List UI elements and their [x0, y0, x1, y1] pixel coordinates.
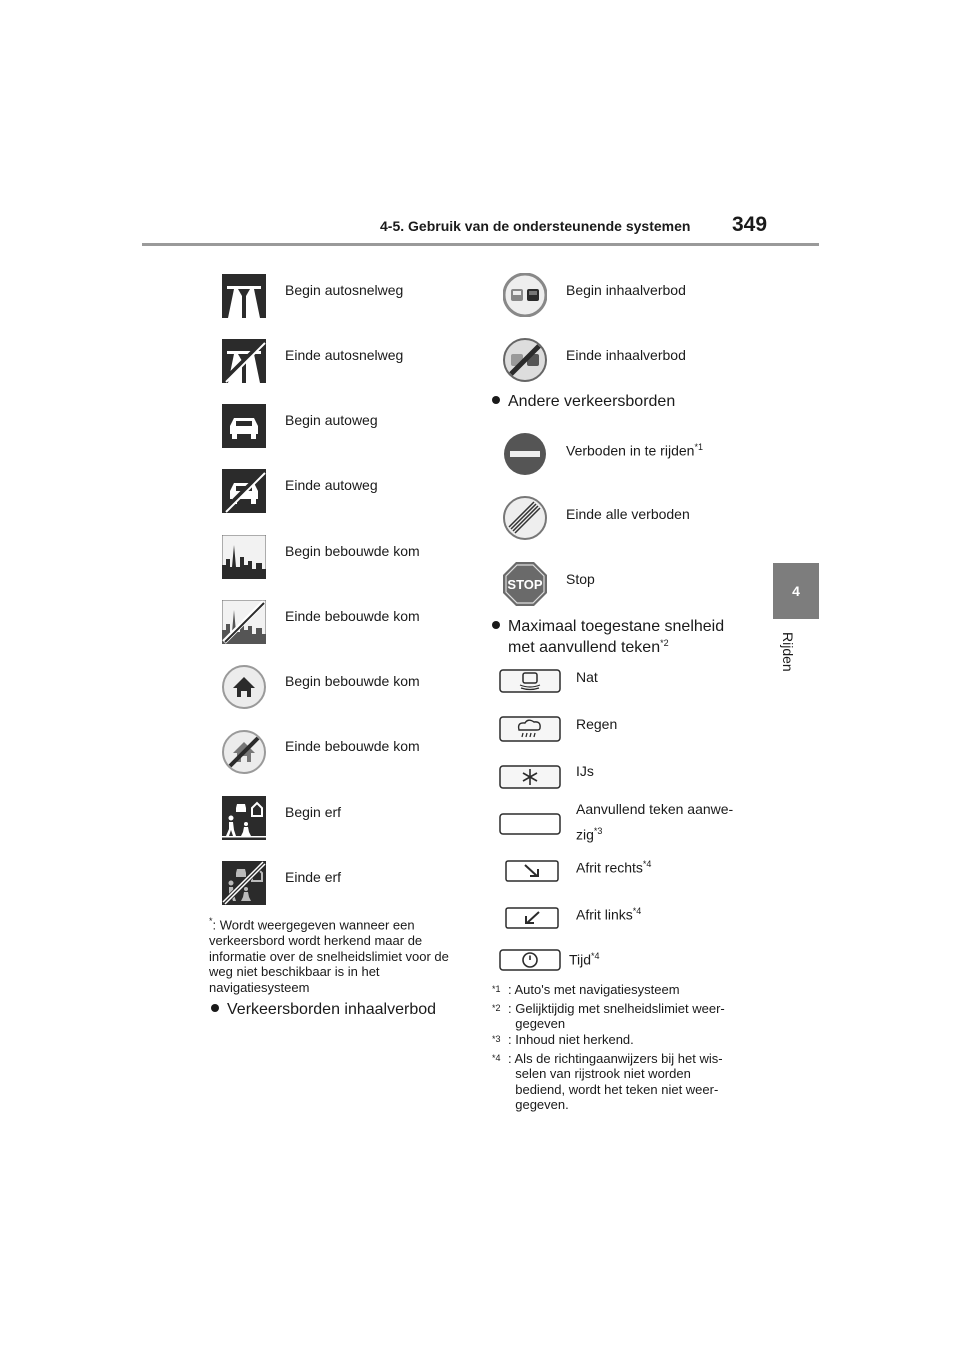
footnote-4 [492, 1051, 762, 1113]
label-sup: *4 [642, 859, 652, 869]
expressway-begin-icon [222, 404, 266, 448]
sign-label: Einde erf [285, 869, 342, 885]
arrow-exit-right-icon [505, 860, 559, 882]
footnote-mark: *3 [492, 1033, 501, 1044]
footnote-mark: *1 [492, 984, 501, 994]
page-number: 349 [732, 213, 768, 236]
sign-label: Einde bebouwde kom [285, 738, 420, 754]
heading-text: Verkeersborden inhaalverbod [227, 1001, 437, 1018]
sign-label [576, 906, 641, 923]
line: bediend, wordt het teken niet weer- [515, 1081, 719, 1097]
label-text: Verboden in te rijden [566, 442, 695, 459]
line: selen van rijstrook niet worden [515, 1066, 691, 1082]
stop-sign-text: STOP [507, 577, 543, 592]
other-signs-heading [492, 393, 675, 410]
footnote-text: : Inhoud niet herkend. [508, 1031, 634, 1047]
sign-label [576, 859, 651, 876]
sign-label: Einde autoweg [285, 477, 378, 493]
motorway-end-icon [222, 339, 266, 383]
sign-label [569, 951, 600, 968]
bullet-icon [492, 621, 500, 629]
label-text: Afrit rechts [576, 859, 643, 876]
no-overtaking-end-icon [503, 338, 547, 382]
sign-label: Begin bebouwde kom [285, 673, 420, 689]
sign-label: Begin autosnelweg [285, 282, 404, 298]
line: gegeven [515, 1016, 566, 1032]
sign-label: Stop [566, 571, 595, 587]
sign-label: Begin bebouwde kom [285, 543, 420, 559]
rain-icon [499, 716, 561, 742]
town-end-icon [222, 600, 266, 644]
footnotes [492, 982, 762, 1113]
wet-road-icon [499, 669, 561, 693]
footnote-text [508, 1001, 725, 1032]
clock-icon [499, 949, 561, 971]
footnote-mark: *2 [492, 1002, 501, 1013]
expressway-end-icon [222, 469, 266, 513]
motorway-begin-icon [222, 274, 266, 318]
label-text: Tijd [569, 951, 592, 968]
sign-label [566, 442, 703, 459]
line: : Gelijktijdig met snelheidslimiet weer- [508, 1000, 725, 1016]
footnote-text: : Wordt weergegeven wanneer een verkeersbord wordt herkend maar de informatie over de snelheidslimiet voor de weg niet beschikbaar is in het navigatiesysteem [209, 917, 449, 995]
label-line1: Aanvullend teken aanwe- [576, 801, 734, 817]
line: gegeven. [515, 1097, 569, 1113]
sign-label: Begin erf [285, 804, 342, 820]
footnote-mark: *4 [492, 1052, 501, 1063]
footnote-3 [492, 1032, 762, 1051]
chapter-tab: 4 [773, 563, 819, 619]
footnote-2 [492, 1001, 762, 1032]
heading-line1: Maximaal toegestane snelheid [508, 618, 725, 635]
sign-label: Regen [576, 716, 618, 732]
no-entry-icon [503, 432, 547, 476]
section-title: 4-5. Gebruik van de ondersteunende systemen [380, 218, 691, 234]
bullet-icon [211, 1004, 219, 1012]
heading-text: Andere verkeersborden [508, 393, 676, 410]
town-house-end-icon [222, 730, 266, 774]
label-sup: *1 [694, 442, 703, 452]
blank-panel-icon [499, 813, 561, 835]
sign-label: Nat [576, 669, 598, 685]
town-begin-icon [222, 535, 266, 579]
footnote-text [508, 1051, 723, 1113]
footnote-text: : Auto's met navigatiesysteem [508, 982, 680, 997]
heading-line2: met aanvullend teken [508, 639, 661, 657]
chapter-name: Rijden [780, 632, 796, 672]
label-text: Afrit links [576, 906, 633, 923]
sign-label: Einde autosnelweg [285, 347, 404, 363]
footnote-marker: * [209, 916, 213, 926]
header-divider [142, 243, 819, 246]
end-all-restrictions-icon [503, 496, 547, 540]
label-line2: zig [576, 826, 594, 843]
sign-label: Einde alle verboden [566, 506, 690, 522]
label-sup: *4 [591, 951, 600, 961]
town-house-begin-icon [222, 665, 266, 709]
sign-label [576, 798, 733, 846]
sign-label: IJs [576, 763, 594, 779]
label-sup: *4 [632, 906, 642, 916]
sign-label: Einde inhaalverbod [566, 347, 686, 363]
sign-label: Begin autoweg [285, 412, 378, 428]
bullet-icon [492, 396, 500, 404]
arrow-exit-left-icon [505, 907, 559, 929]
label-sup: *3 [593, 826, 603, 836]
heading-sup: *2 [660, 638, 669, 648]
no-overtaking-heading [211, 1001, 436, 1018]
residential-zone-end-icon [222, 861, 266, 905]
left-footnote [209, 914, 471, 995]
no-overtaking-begin-icon [503, 273, 547, 317]
sign-label: Einde bebouwde kom [285, 608, 420, 624]
sign-label: Begin inhaalverbod [566, 282, 686, 298]
ice-icon [499, 765, 561, 789]
residential-zone-begin-icon [222, 796, 266, 840]
footnote-1 [492, 982, 762, 1001]
line: : Als de richtingaanwijzers bij het wis- [508, 1050, 723, 1066]
stop-sign-icon [502, 561, 548, 607]
speed-supplementary-heading [492, 618, 724, 656]
